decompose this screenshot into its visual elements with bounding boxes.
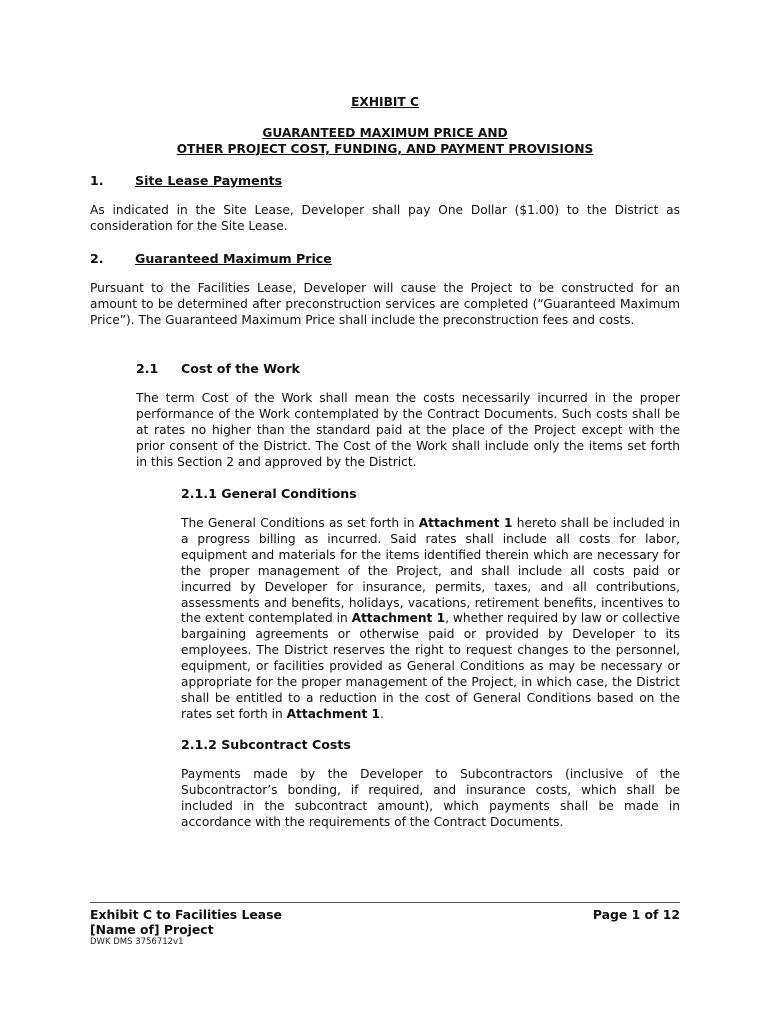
footer-project-name: [Name of] Project — [90, 922, 214, 937]
page-number: Page 1 of 12 — [592, 907, 680, 922]
section-2-1-1-body — [181, 516, 680, 723]
exhibit-title-line1: GUARANTEED MAXIMUM PRICE AND — [262, 126, 508, 140]
section-1-body: As indicated in the Site Lease, Developer shall pay One Dollar ($1.00) to the District as consideration for the Site Lease. — [90, 203, 680, 233]
exhibit-title-line2: OTHER PROJECT COST, FUNDING, AND PAYMENT PROVISIONS — [176, 142, 594, 156]
section-2-1-body: The term Cost of the Work shall mean the costs necessarily incurred in the proper performance of the Work contemplated by the Contract Documents. Such costs shall be at rates no higher than the standard paid at the place of the Project except with the prior consent of the District. The Cost of the Work shall include only the items set forth in this Section 2 and approved by the District. — [136, 391, 680, 469]
attachment-reference: Attachment 1 — [286, 706, 381, 721]
section-2-1-2-body: Payments made by the Developer to Subcontractors (inclusive of the Subcontractor’s bonding, if required, and insurance costs, which shall be included in the subcontract amount), which payments shall be made in accordance with the requirements of the Contract Documents. — [181, 767, 680, 829]
body-text: hereto shall be included in a progress billing as incurred. Said rates shall include all costs for labor, equipment and materials for the items identified therein which are necessary for the proper management of the Project, and shall include all costs paid or incurred by Developer for insurance, permits, taxes, and all contributions, assessments and benefits, holidays, vacations, retirement benefits, incentives to the extent contemplated in — [181, 516, 681, 626]
subsection-title: Cost of the Work — [181, 361, 300, 376]
footer-divider — [90, 902, 680, 903]
section-2-1-2-heading: 2.1.2 Subcontract Costs — [181, 737, 351, 752]
subsection-number: 2.1 — [136, 361, 159, 376]
footer-doc-title: Exhibit C to Facilities Lease — [90, 907, 282, 922]
body-text: , whether required by law or collective bargaining agreements or otherwise paid or provided by Developer to its employees. The District reserves the right to request changes to the personnel, equipment, or facilities provided as General Conditions as may be necessary or appropriate for the proper management of the Project, in which case, the District shall be entitled to a reduction in the cost of General Conditions based on the rates set forth in — [181, 611, 680, 721]
footer-left — [90, 907, 282, 937]
section-2-body: Pursuant to the Facilities Lease, Developer will cause the Project to be constructed for an amount to be determined after preconstruction services are completed (“Guaranteed Maximum Price”). The Guaranteed Maximum Price shall include the preconstruction fees and costs. — [90, 281, 680, 327]
section-title: Guaranteed Maximum Price — [135, 251, 332, 266]
attachment-reference: Attachment 1 — [351, 611, 446, 626]
section-number: 1. — [90, 173, 104, 188]
section-2-1-1-heading: 2.1.1 General Conditions — [181, 486, 357, 501]
body-text: The General Conditions as set forth in — [181, 516, 419, 530]
body-text: . — [380, 706, 384, 721]
section-title: Site Lease Payments — [135, 173, 283, 188]
section-number: 2. — [90, 251, 104, 266]
attachment-reference: Attachment 1 — [418, 516, 513, 530]
exhibit-label: EXHIBIT C — [351, 95, 419, 109]
footer-doc-id: DWK DMS 3756712v1 — [90, 937, 184, 947]
